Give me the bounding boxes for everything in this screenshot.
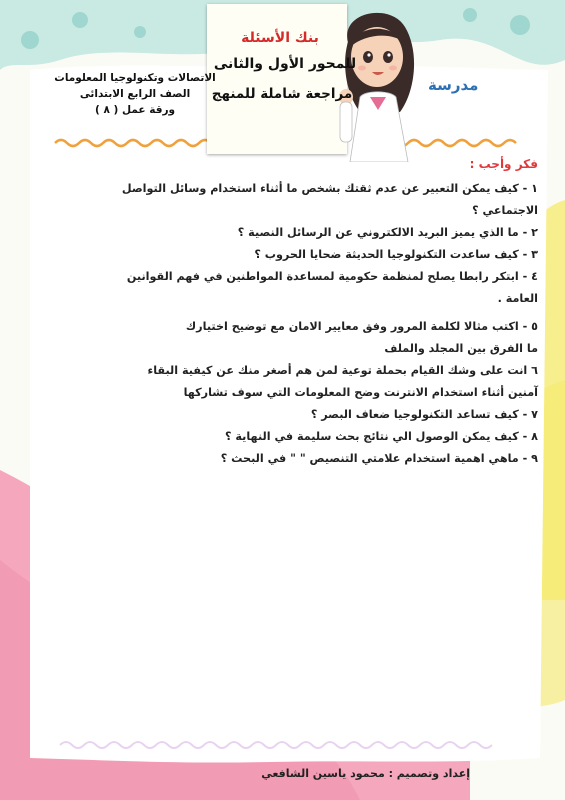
question-line: ٣ - كيف ساعدت التكنولوجيا الحديثة ضحايا الحروب ؟ — [254, 248, 538, 261]
question-line: الاجتماعي ؟ — [472, 204, 538, 217]
section-heading: فكر وأجب : — [469, 157, 538, 171]
question-line: ٧ - كيف تساعد التكنولوجيا ضعاف البصر ؟ — [310, 408, 538, 421]
question-line: ٤ - ابتكر رابطا يصلح لمنظمة حكومية لمساعدة المواطنين في فهم القوانين — [126, 270, 538, 283]
grade-line: الصف الرابع الابتدائى — [79, 88, 191, 100]
question-line: ٢ - ما الذي يميز البريد الالكتروني عن الرسائل النصية ؟ — [237, 226, 538, 239]
girl-illustration — [330, 2, 425, 162]
question-line: آمنين أثناء استخدام الانترنت وضح المعلومات التي سوف تشاركها — [183, 386, 538, 399]
question-line: العامة . — [497, 292, 538, 305]
card-subtitle-line-1: للمحور الأول والثانى — [213, 56, 357, 72]
subject-info — [50, 70, 220, 118]
question-line: ٦ انت على وشك القيام بحملة توعية لمن هم أصغر منك عن كيفية البقاء — [147, 364, 538, 377]
subject-line: الاتصالات وتكنولوجيا المعلومات — [54, 72, 216, 84]
question-line: ٥ - اكتب مثالا لكلمة المرور وفق معايير الامان مع توضيح اختيارك — [185, 320, 538, 333]
school-label: مدرسة — [428, 76, 479, 94]
worksheet-number-line: ورقة عمل ( ٨ ) — [94, 104, 176, 116]
question-line: ١ - كيف يمكن التعبير عن عدم ثقتك بشخص ما أثناء استخدام وسائل التواصل — [121, 182, 538, 195]
question-line: ٨ - كيف يمكن الوصول الي نتائج بحث سليمة في النهاية ؟ — [224, 430, 538, 443]
card-subtitle-line-2: مراجعة شاملة للمنهج — [211, 86, 353, 102]
questions-section — [28, 156, 538, 470]
title-card — [207, 4, 347, 154]
card-title: بنك الأسئلة — [241, 30, 319, 46]
author-credit: إعداد وتصميم : محمود ياسين الشافعي — [261, 767, 470, 780]
question-line: ٩ - ماهي اهمية استخدام علامتي التنصيص " " في البحث ؟ — [220, 452, 538, 465]
question-line: ما الفرق بين المجلد والملف — [384, 342, 538, 355]
